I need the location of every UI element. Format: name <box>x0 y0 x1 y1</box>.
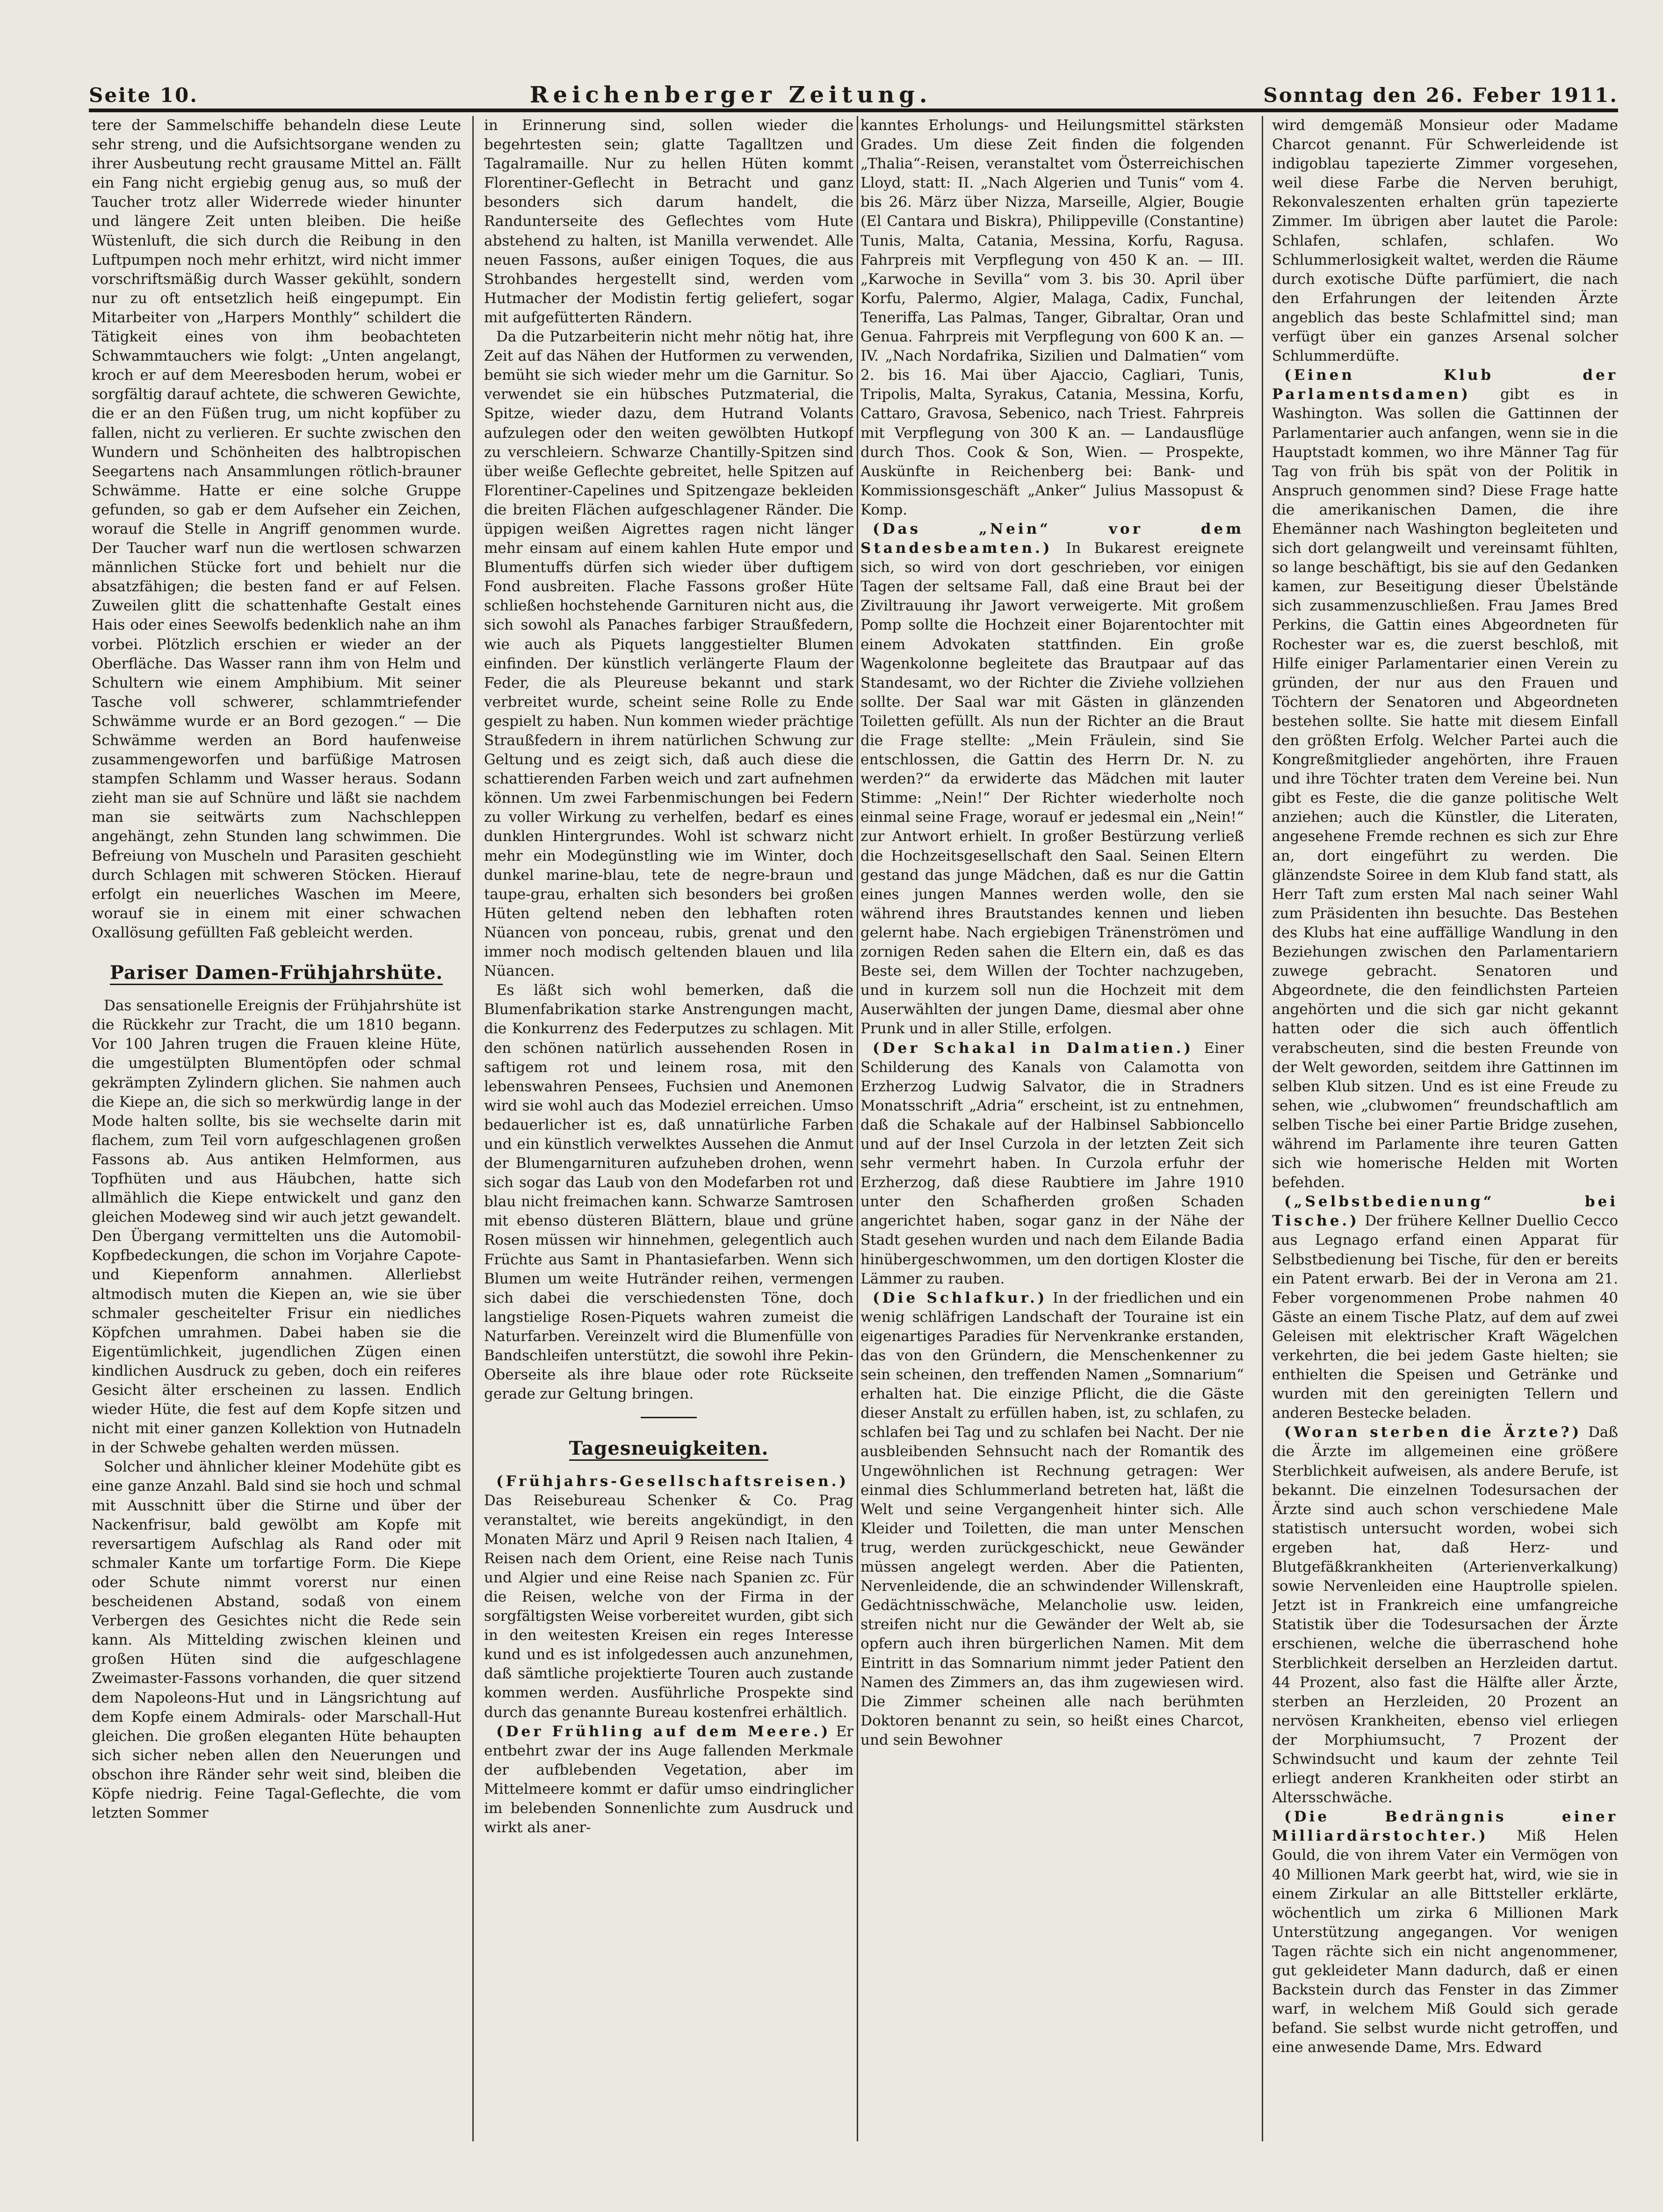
header-rule <box>89 109 1618 112</box>
news-item <box>1272 1192 1618 1423</box>
masthead: Reichenberger Zeitung. <box>529 82 932 108</box>
column-divider <box>1262 116 1263 2141</box>
news-item-text: Miß Helen Gould, die von ihrem Vater ein Vermögen von 40 Millionen Mark geerbt hat, wird, wie sie in einem Zirkular an alle Bittsteller erklärte, wöchentlich um zirka 6 Millionen Mark Unterstützung angegangen. Vor wenigen Tagen rächte sich ein nicht angenommener, gut gekleideter Mann dadurch, daß er einen Backstein durch das Fenster in das Zimmer warf, in welchem Miß Gould sich gerade befand. Sie selbst wurde nicht getroffen, und eine anwesende Dame, Mrs. Edward <box>1272 1828 1618 2056</box>
news-item <box>484 1722 853 1838</box>
column-divider <box>857 116 858 2141</box>
news-item-heading: (Woran sterben die Ärzte?) <box>1284 1424 1582 1441</box>
article-text: Das sensationelle Ereignis der Frühjahrshüte ist die Rückkehr zur Tracht, die um 1810 begann. Vor 100 Jahren trugen die Frauen kleine Hüte, die umgestülpten Blumentöpfen oder schmal gekrämpten Zylindern glichen. Sie nahmen auch die Kiepe an, die sich so merkwürdig lange in der Mode halten sollte, bis sie wechselte darin mit flachem, zum Teil vorn aufgeschlagenen großen Fassons ab. Aus antiken Helmformen, aus Topfhüten und aus Häubchen, hatte sich allmählich die Kiepe entwickelt und ganz den gleichen Modeweg sind wir auch jetzt gewandelt. Den Übergang vermittelten uns die Automobil-Kopfbedeckungen, die schon im Vorjahre Capote- und Kiepenform annahmen. Allerliebst altmodisch muten die Kiepen an, wie sie über schmaler gescheitelter Frisur ein niedliches Köpfchen umrahmen. Dabei haben sie die Eigentümlichkeit, jugendlichen Zügen einen kindlichen Ausdruck zu geben, doch ein reiferes Gesicht älter erscheinen zu lassen. Endlich wieder Hüte, die fest auf dem Kopfe sitzen und nicht mit einer ganzen Kollektion von Hutnadeln in der Schwebe gehalten werden müssen. <box>92 997 461 1457</box>
article-title <box>92 963 461 982</box>
news-item-text: Einer Schilderung des Kanals von Calamotta von Erzherzog Ludwig Salvator, die in Stradners Monatsschrift „Adria“ erscheint, ist zu entnehmen, daß die Schakale auf der Halbinsel Sabbioncello und auf der Insel Curzola in der letzten Zeit sich sehr vermehrt haben. In Curzola erfuhr der Erzherzog, daß diese Raubtiere im Jahre 1910 unter den Schafherden großen Schaden angerichtet haben, sogar ganz in der Nähe der Stadt gesehen wurden und nach dem Eilande Badia hinübergeschwommen, um den dortigen Kloster die Lämmer zu rauben. <box>860 1039 1244 1287</box>
news-item-text: Der frühere Kellner Duellio Cecco aus Legnago erfand einen Apparat für Selbstbedienung bei Tische, für den er bereits ein Patent erwarb. Bei der in Verona am 21. Feber vorgenommenen Probe nahmen 40 Gäste an einem Tische Platz, auf dem auf zwei Geleisen mit elektrischer Kraft Wägelchen verkehrten, die bei jedem Gaste hielten; sie enthielten die Speisen und Getränke und wurden mit den gereinigten Tellern und anderen Bestecke beladen. <box>1272 1212 1618 1422</box>
news-item-heading: (Die Schlafkur.) <box>873 1289 1048 1306</box>
article-text: Solcher und ähnlicher kleiner Modehüte gibt es eine ganze Anzahl. Bald sind sie hoch und schmal mit Ausschnitt über die Stirne und über der Nackenfrisur, bald gewölbt am Kopfe mit reversartigem Aufschlag als Rand oder mit schmaler Kante um torfartige Form. Die Kiepe oder Schute nimmt vorerst nur einen bescheidenen Abstand, sodaß von einem Verbergen des Gesichtes nicht die Rede sein kann. Als Mittelding zwischen kleinen und großen Hüten sind die aufgeschlagene Zweimaster-Fassons vorhanden, die quer sitzend dem Napoleons-Hut und in Längsrichtung auf dem Kopfe einem Admirals- oder Marschall-Hut gleichen. Die großen eleganten Hüte behaupten sich sicher neben allen den Neuerungen und obschon ihre Ränder sehr weit sind, bleiben die Köpfe niedrig. Feine Tagal-Geflechte, die vom letzten Sommer <box>92 1458 461 1822</box>
news-item-heading: (Die Bedrängnis einer Milliardärstochter.) <box>1272 1808 1618 1845</box>
news-item-heading: („Selbstbedienung“ bei Tische.) <box>1272 1193 1618 1230</box>
article-text: kanntes Erholungs- und Heilungsmittel stärksten Grades. Um diese Zeit finden die folgenden „Thalia“-Reisen, veranstaltet vom Österreichischen Lloyd, statt: II. „Nach Algerien und Tunis“ vom 4. bis 26. März über Nizza, Marseille, Algier, Bougie (El Cantara und Biskra), Philippeville (Constantine) Tunis, Malta, Catania, Messina, Korfu, Ragusa. Fahrpreis mit Verpflegung von 450 K an. — III. „Karwoche in Sevilla“ vom 3. bis 30. April über Korfu, Palermo, Algier, Malaga, Cadix, Funchal, Teneriffa, Las Palmas, Tanger, Gibraltar, Oran und Genua. Fahrpreis mit Verpflegung von 600 K an. — IV. „Nach Nordafrika, Sizilien und Dalmatien“ vom 2. bis 16. Mai über Ajaccio, Cagliari, Tunis, Tripolis, Malta, Syrakus, Catania, Messina, Korfu, Cattaro, Gravosa, Sebenico, nach Triest. Fahrpreis mit Verpflegung von 300 K an. — Landausflüge durch Thos. Cook & Son, Wien. — Prospekte, Auskünfte in Reichenberg bei: Bank- und Kommissionsgeschäft „Anker“ Julius Massopust & Komp. <box>860 117 1244 518</box>
news-item <box>1272 1807 1618 2057</box>
news-item-text: In Bukarest ereignete sich, so wird von dort geschrieben, vor einigen Tagen der seltsame Fall, daß eine Braut bei der Ziviltrauung ihr Jawort verweigerte. Mit großem Pomp sollte die Hochzeit einer Bojarentochter mit einem Advokaten stattfinden. Ein große Wagenkolonne begleitete das Brautpaar auf das Standesamt, wo der Richter die Ziviehe vollziehen sollte. Der Saal war mit Gästen in glänzenden Toiletten gefüllt. Als nun der Richter an die Braut die Frage stellte: „Mein Fräulein, sind Sie entschlossen, die Gattin des Herrn Dr. N. zu werden?“ da erwiderte das Mädchen mit lauter Stimme: „Nein!“ Der Richter wiederholte noch einmal seine Frage, worauf er jedesmal ein „Nein!“ zur Antwort erhielt. In großer Bestürzung verließ die Hochzeitsgesellschaft den Saal. Seinen Eltern gestand das junge Mädchen, daß es nur die Gattin eines jungen Mannes werden wolle, den sie während ihres Brautstandes kennen und lieben gelernt habe. Nach ergiebigen Tränenströmen und zornigen Reden sahen die Eltern ein, daß es das Beste sei, dem Willen der Tochter nachzugeben, und in kurzem soll nun die Hochzeit mit dem Auserwählten der jungen Dame, diesmal aber ohne Prunk und in aller Stille, erfolgen. <box>860 540 1244 1037</box>
news-item <box>860 1039 1244 1289</box>
section-title-text: Tagesneuigkeiten. <box>569 1437 769 1461</box>
news-item <box>860 520 1244 1039</box>
column-3 <box>860 116 1244 2141</box>
news-item-text: Das Reisebureau Schenker & Co. Prag veranstaltet, wie bereits angekündigt, in den Monaten März und April 9 Reisen nach Italien, 4 Reisen nach dem Orient, eine Reise nach Tunis und Algier und eine Reise nach Spanien zc. Für die Reisen, welche von der Firma in der sorgfältigsten Weise vorbereitet wurden, gibt sich in den weitesten Kreisen ein reges Interesse kund und es ist infolgedessen auch anzunehmen, daß sämtliche projektierte Touren auch zustande kommen werden. Ausführliche Prospekte sind durch das genannte Bureau kostenfrei erhältlich. <box>484 1492 853 1721</box>
article-title-text: Pariser Damen-Frühjahrshüte. <box>110 962 443 985</box>
news-item-text: Er entbehrt zwar der ins Auge fallenden Merkmale der aufblebenden Vegetation, aber im Mittelmeere kommt er dafür umso eindringlicher im belebenden Sonnenlichte zum Ausdruck und wirkt als aner- <box>484 1723 853 1836</box>
article-text: Da die Putzarbeiterin nicht mehr nötig hat, ihre Zeit auf das Nähen der Hutformen zu verwenden, bemüht sie sich wieder mehr um die Garnitur. So verwendet sie ein hübsches Putzmaterial, die Spitze, wieder dazu, dem Hutrand Volants aufzulegen oder den weiten gewölbten Hutkopf zu verschleiern. Schwarze Chantilly-Spitzen sind über weiße Geflechte gebreitet, helle Spitzen auf Florentiner-Capelines und Spitzengaze bekleiden die breiten Flächen aufgeschlagener Ränder. Die üppigen weißen Aigrettes ragen nicht länger mehr einsam auf einem kahlen Hute empor und Blumentuffs dürfen sich wieder über duftigem Fond ausbreiten. Flache Fassons großer Hüte schließen hochstehende Garnituren nicht aus, die sich sowohl als Panaches farbiger Straußfedern, wie auch als Piquets langgestielter Blumen einfinden. Der künstlich verlängerte Flaum der Feder, die als Pleureuse bekannt und stark verbreitet wurde, scheint seine Rolle zu Ende gespielt zu haben. Nun kommen wieder prächtige Straußfedern in ihrem natürlichen Schwung zur Geltung und es zeigt sich, daß auch diese die schattierenden Farben weich und zart aufnehmen können. Um zwei Farbenmischungen bei Federn zu voller Wirkung zu verhelfen, bedarf es eines dunklen Hintergrundes. Wohl ist schwarz nicht mehr ein Modegünstling wie im Winter, doch dunkel marine-blau, tete de negre-braun und taupe-grau, erhalten sich besonders bei großen Hüten geltend neben den lebhaften roten Nüancen von ponceau, rubis, grenat und den immer noch modisch geltenden blauen und lila Nüancen. <box>484 328 853 980</box>
section-title <box>484 1439 853 1458</box>
column-2 <box>484 116 853 2141</box>
news-item-text: Daß die Ärzte im allgemeinen eine größere Sterblichkeit aufweisen, als andere Berufe, ist bekannt. Die einzelnen Todesursachen der Ärzte sind auch schon verschiedene Male statistisch untersucht worden, wobei sich ergeben hat, daß Herz- und Blutgefäßkrankheiten (Arterienverkalkung) sowie Nervenleiden eine Hauptrolle spielen. Jetzt ist in Frankreich eine umfangreiche Statistik über die Todesursachen der Ärzte erschienen, welche die überraschend hohe Sterblichkeit derselben an Herzleiden dartut. 44 Prozent, also fast die Hälfte aller Ärzte, sterben an Herzleiden, 20 Prozent an nervösen Krankheiten, ebenso viel erliegen der Morphiumsucht, 7 Prozent der Schwindsucht und kaum der zehnte Teil erliegt anderen Krankheiten oder stirbt an Altersschwäche. <box>1272 1424 1618 1806</box>
news-item-text: gibt es in Washington. Was sollen die Gattinnen der Parlamentarier auch anfangen, wenn sie in die Hauptstadt kommen, wo ihre Männer Tag für Tag von früh bis spät von der Politik in Anspruch genommen sind? Diese Frage hatte die amerikanischen Damen, die ihre Ehemänner nach Washington begleiteten und sich dort gelangweilt und vereinsamt fühlten, so lange beschäftigt, bis sie auf den Gedanken kamen, zur Beseitigung dieser Übelstände sich zusammenzuschließen. Frau James Bred Perkins, die Gattin eines Abgeordneten für Rochester war es, die zuerst beschloß, mit Hilfe einiger Parlamentarier einen Verein zu gründen, der nur aus den Frauen und Töchtern der Senatoren und Abgeordneten bestehen sollte. Sie hatte mit diesem Einfall den größten Erfolg. Welcher Partei auch die Kongreßmitglieder angehörten, ihre Frauen und ihre Töchter traten dem Vereine bei. Nun gibt es Feste, die die ganze politische Welt anziehen; auch die Künstler, die Literaten, angesehene Fremde rechnen es sich zur Ehre an, dort eingeführt zu werden. Die glänzendste Soiree in dem Klub fand statt, als Herr Taft zum ersten Mal nach seiner Wahl zum Präsidenten ihn besuchte. Das Bestehen des Klubs hat eine auffällige Wandlung in den Beziehungen zwischen den Parlamentariern zuwege gebracht. Senatoren und Abgeordnete, die den feindlichsten Parteien angehörten und die sich gar nicht gekannt hatten oder die sich auch öffentlich verabscheuten, sind die besten Freunde von der Welt geworden, seitdem ihre Gattinnen im selben Klub sitzen. Und es ist eine Freude zu sehen, wie „clubwomen“ freundschaftlich am selben Tische bei einer Partie Bridge zusehen, während im Parlamente ihre teuren Gatten sich wie homerische Helden mit Worten befehden. <box>1272 386 1618 1191</box>
news-item <box>484 1472 853 1722</box>
news-item-heading: (Das „Nein“ vor dem Standesbeamten.) <box>860 520 1244 557</box>
column-1 <box>92 116 461 2141</box>
news-item-text: In der friedlichen und ein wenig schläfrigen Landschaft der Touraine ist ein eigenartiges Paradies für Nervenkranke erstanden, das von den Gründern, die Menschenkenner zu sein scheinen, den treffenden Namen „Somnarium“ erhalten hat. Die einzige Pflicht, die die Gäste dieser Anstalt zu erfüllen haben, ist, zu schlafen, zu schlafen bei Tag und zu schlafen bei Nacht. Der nie ausbleibenden Sehnsucht nach der Romantik des Ungewöhnlichen ist Rechnung getragen: Wer einmal dies Schlummerland betreten hat, läßt die Welt und seine Vergangenheit hinter sich. Alle Kleider und Toiletten, die man unter Menschen trug, werden zurückgeschickt, neue Gewänder müssen angelegt werden. Aber die Patienten, Nervenleidende, die an schwindender Willenskraft, Gedächtnisschwäche, Melancholie usw. leiden, streifen nicht nur die Gewänder der Welt ab, sie opfern auch ihren bürgerlichen Namen. Mit dem Eintritt in das Somnarium nimmt jeder Patient den Namen des Zimmers an, das ihm zugewiesen wird. Die Zimmer scheinen alle nach berühmten Doktoren benannt zu sein, so heißt eines Charcot, und sein Bewohner <box>860 1289 1244 1748</box>
news-item <box>1272 366 1618 1192</box>
article-text: wird demgemäß Monsieur oder Madame Charcot genannt. Für Schwerleidende ist indigoblau tapezierte Zimmer vorgesehen, weil diese Farbe die Nerven beruhigt, Rekonvaleszenten erhalten grün tapezierte Zimmer. Im übrigen aber lautet die Parole: Schlafen, schlafen, schlafen. Wo Schlummerlosigkeit waltet, werden die Räume durch exotische Düfte parfümiert, die nach den Erfahrungen der leitenden Ärzte angeblich das beste Schlafmittel sind; man verfügt über ein ganzes Arsenal solcher Schlummerdüfte. <box>1272 117 1618 365</box>
news-item-heading: (Frühjahrs-Gesellschaftsreisen.) <box>496 1473 849 1490</box>
issue-date: Sonntag den 26. Feber 1911. <box>1263 83 1618 107</box>
article-text: in Erinnerung sind, sollen wieder die begehrtesten sein; glatte Tagalltzen und Tagalramaille. Nur zu hellen Hüten kommt Florentiner-Geflecht in Betracht und ganz besonders sich darum handelt, die Randunterseite des Geflechtes vom Hute abstehend zu halten, ist Manilla verwendet. Alle neuen Fassons, außer einigen Toques, die aus Strohbandes hergestellt sind, werden vom Hutmacher der Modistin fertig geliefert, sogar mit aufgefütterten Rändern. <box>484 117 853 326</box>
news-item-heading: (Der Schakal in Dalmatien.) <box>873 1039 1194 1057</box>
page-number: Seite 10. <box>89 83 198 107</box>
news-item-heading: (Der Frühling auf dem Meere.) <box>496 1723 831 1740</box>
page-header <box>89 79 1618 111</box>
news-item <box>860 1289 1244 1750</box>
news-item <box>1272 1423 1618 1807</box>
news-item-heading: (Einen Klub der Parlamentsdamen) <box>1272 367 1618 403</box>
column-divider <box>472 116 474 2141</box>
column-4 <box>1272 116 1618 2141</box>
article-text: tere der Sammelschiffe behandeln diese Leute sehr streng, und die Aufsichtsorgane wenden zu ihrer Ausbeutung recht grausame Mittel an. Fällt ein Fang nicht ergiebig genug aus, so muß der Taucher trotz aller Widerrede wieder hinunter und längere Zeit unten bleiben. Die heiße Wüstenluft, die sich durch die Reibung in den Luftpumpen noch mehr erhitzt, wird nicht immer vorschriftsmäßig durch Wasser gekühlt, sondern nur zu oft entsetzlich heiß eingepumpt. Ein Mitarbeiter von „Harpers Monthly“ schildert die Tätigkeit eines von ihm beobachteten Schwammtauchers wie folgt: „Unten angelangt, kroch er auf dem Meeresboden herum, wobei er sorgfältig darauf achtete, die schweren Gewichte, die er an den Füßen trug, um nicht kopfüber zu fallen, nicht zu verlieren. Er suchte zwischen den Wundern und Schönheiten des halbtropischen Seegartens nach Ansammlungen rötlich-brauner Schwämme. Hatte er eine solche Gruppe gefunden, so gab er dem Aufseher ein Zeichen, worauf die Stelle in Angriff genommen wurde. Der Taucher warf nun die wertlosen schwarzen männlichen Stücke fort und behielt nur die absatzfähigen; die besten fand er auf Felsen. Zuweilen glitt die schattenhafte Gestalt eines Hais oder eines Seewolfs bedenklich nahe an ihm vorbei. Plötzlich erschien er wieder an der Oberfläche. Das Wasser rann ihm von Helm und Schultern wie einem Amphibium. Mit seiner Tasche voll schwerer, schlammtriefender Schwämme wurde er an Bord gezogen.“ — Die Schwämme werden an Bord haufenweise zusammengeworfen und barfüßige Matrosen stampfen Schlamm und Wasser heraus. Sodann zieht man sie auf Schnüre und läßt sie nachdem man sie seitwärts zum Nachschleppen angehängt, zehn Stunden lang schwimmen. Die Befreiung von Muscheln und Parasiten geschieht durch Schlagen mit schweren Stöcken. Hierauf erfolgt ein neuerliches Waschen im Meere, worauf sie in einem mit einer schwachen Oxallösung gefüllten Faß gebleicht werden. <box>92 117 461 941</box>
article-text: Es läßt sich wohl bemerken, daß die Blumenfabrikation starke Anstrengungen macht, die Konkurrenz des Federputzes zu schlagen. Mit den schönen natürlich aussehenden Rosen in saftigem rot und leinem rosa, mit den lebenswahren Pensees, Fuchsien und Anemonen wird sie wohl auch das Modeziel erreichen. Umso bedauerlicher ist es, daß unnatürliche Farben und ein künstlich verwelktes Aussehen die Anmut der Blumengarnituren aufzuheben drohen, wenn sich sogar das Laub von den Modefarben rot und blau nicht freimachen kann. Schwarze Samtrosen mit ebenso düsteren Blättern, blaue und grüne Rosen müssen wir hinnehmen, gelegentlich auch Früchte aus Samt in Phantasiefarben. Wenn sich Blumen um weite Hutränder reihen, vermengen sich dabei die verschiedensten Töne, doch langstielige Rosen-Piquets wahren zumeist die Naturfarben. Vereinzelt wird die Blumenfülle von Bandschleifen unterstützt, die sowohl ihre Pekin-Oberseite als ihre blaue oder rote Rückseite gerade zur Geltung bringen. <box>484 982 853 1403</box>
section-divider <box>641 1417 697 1418</box>
